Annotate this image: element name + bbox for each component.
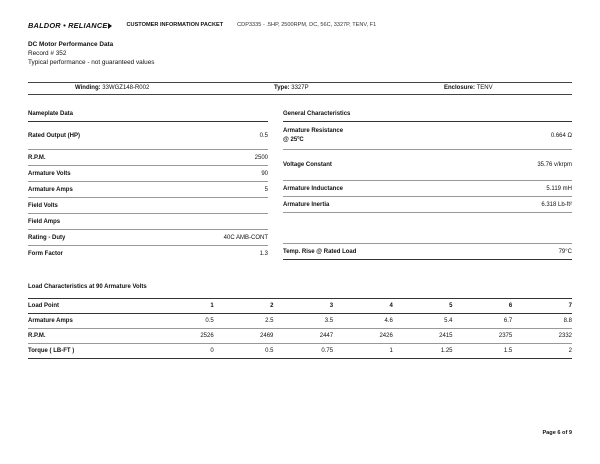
load-row-label: R.P.M. <box>28 329 154 344</box>
data-row <box>28 198 268 214</box>
load-row <box>28 329 572 344</box>
row-value: 90 <box>261 170 268 177</box>
load-characteristics-title: Load Characteristics at 90 Armature Volts <box>28 284 147 290</box>
row-value: 6.318 Lb-ft² <box>541 201 572 208</box>
row-label: Rated Output (HP) <box>28 132 80 139</box>
load-value: 2426 <box>333 329 393 344</box>
page-number: Page 6 of 9 <box>542 430 572 436</box>
row-value: 2500 <box>254 154 268 161</box>
load-row <box>28 314 572 329</box>
load-row-label: Armature Amps <box>28 314 154 329</box>
load-value: 5.4 <box>393 314 453 329</box>
data-row <box>28 214 268 230</box>
product-spec: CDP3335 - .5HP, 2500RPM, DC, 56C, 3327P, TENV, F1 <box>237 22 377 28</box>
page-title: DC Motor Performance Data <box>28 41 114 48</box>
row-label: Armature Inductance <box>283 185 344 192</box>
winding-info: Winding: 33WGZ148-R002 <box>75 85 150 91</box>
load-value: 2 <box>512 344 572 359</box>
load-value: 0.75 <box>273 344 333 359</box>
enclosure-info: Enclosure: TENV <box>444 85 493 91</box>
load-value: 0 <box>154 344 214 359</box>
row-label: Armature Amps <box>28 186 73 193</box>
load-value: 1.25 <box>393 344 453 359</box>
load-point-number: 6 <box>453 299 513 314</box>
load-value: 6.7 <box>453 314 513 329</box>
row-value: 5 <box>264 186 268 193</box>
general-heading: General Characteristics <box>283 107 572 122</box>
load-value: 1 <box>333 344 393 359</box>
document-header <box>28 18 572 32</box>
data-row <box>28 122 268 150</box>
row-label: Temp. Rise @ Rated Load <box>283 248 357 255</box>
title-block <box>28 40 154 67</box>
load-point-number: 4 <box>333 299 393 314</box>
load-value: 3.5 <box>273 314 333 329</box>
packet-title: CUSTOMER INFORMATION PACKET <box>126 22 224 28</box>
load-value: 1.5 <box>453 344 513 359</box>
logo-mark-icon <box>108 23 112 29</box>
data-row <box>283 197 572 213</box>
nameplate-section <box>28 107 268 261</box>
row-value: 79°C <box>558 248 572 255</box>
row-label: Field Amps <box>28 218 61 225</box>
data-row <box>283 150 572 181</box>
baldor-reliance-logo: BALDOR • RELIANCE <box>28 21 112 30</box>
load-value: 8.8 <box>512 314 572 329</box>
row-label: R.P.M. <box>28 154 46 161</box>
load-point-number: 7 <box>512 299 572 314</box>
row-label: Armature Inertia <box>283 201 330 208</box>
row-label: Field Volts <box>28 202 58 209</box>
info-band <box>28 82 572 95</box>
row-value: 1.3 <box>259 250 268 257</box>
data-row <box>283 244 572 260</box>
load-characteristics-table <box>28 298 572 359</box>
load-value: 0.5 <box>154 314 214 329</box>
data-row <box>28 150 268 166</box>
row-label: Armature Volts <box>28 170 71 177</box>
row-label: Form Factor <box>28 250 64 257</box>
load-row-label: Torque ( LB-FT ) <box>28 344 154 359</box>
load-point-number: 5 <box>393 299 453 314</box>
load-value: 2447 <box>273 329 333 344</box>
load-point-header: Load Point <box>28 299 154 314</box>
load-point-number: 3 <box>273 299 333 314</box>
row-value: 0.664 Ω <box>550 132 572 139</box>
row-value: 35.76 v/krpm <box>537 162 572 168</box>
record-number: Record # 352 <box>28 50 67 57</box>
row-value: 0.5 <box>259 132 268 139</box>
data-row <box>283 122 572 150</box>
row-label: Voltage Constant <box>283 162 332 168</box>
row-label: Rating - Duty <box>28 234 66 241</box>
load-value: 2375 <box>453 329 513 344</box>
load-value: 0.5 <box>214 344 274 359</box>
load-value: 2469 <box>214 329 274 344</box>
data-row <box>283 181 572 197</box>
row-value: 5.119 mH <box>546 185 572 192</box>
load-value: 2332 <box>512 329 572 344</box>
row-label: Armature Resistance @ 25ºC <box>283 128 344 143</box>
data-row <box>28 182 268 198</box>
load-value: 2415 <box>393 329 453 344</box>
data-row <box>28 166 268 182</box>
load-value: 2526 <box>154 329 214 344</box>
data-row <box>28 230 268 246</box>
data-row <box>283 213 572 244</box>
nameplate-heading: Nameplate Data <box>28 107 268 122</box>
row-value: 40C AMB-CONT <box>223 234 268 241</box>
disclaimer: Typical performance - not guaranteed values <box>28 59 155 66</box>
load-point-number: 2 <box>214 299 274 314</box>
type-info: Type: 3327P <box>274 85 309 91</box>
load-value: 4.6 <box>333 314 393 329</box>
data-row <box>28 246 268 261</box>
general-characteristics-section <box>283 107 572 260</box>
load-row <box>28 344 572 359</box>
load-value: 2.5 <box>214 314 274 329</box>
load-point-number: 1 <box>154 299 214 314</box>
